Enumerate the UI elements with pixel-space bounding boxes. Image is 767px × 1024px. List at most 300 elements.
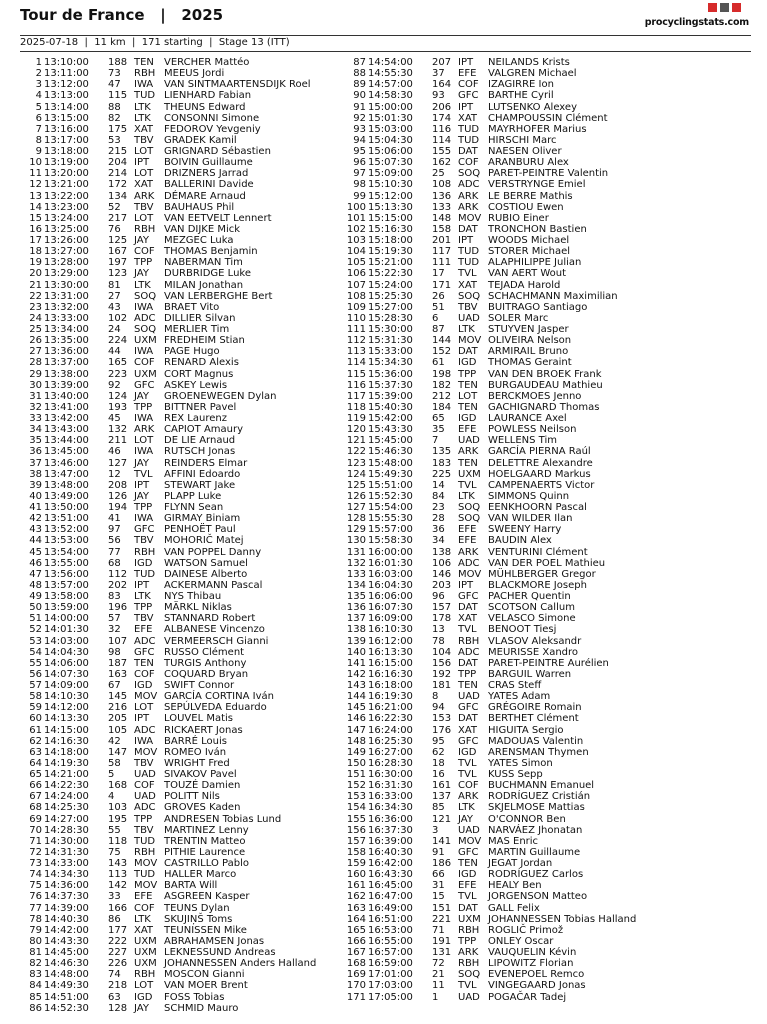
rider-name[interactable]: BLACKMORE Joseph (488, 579, 587, 591)
rider-name[interactable]: THOMAS Geraint (488, 357, 572, 369)
rider-name[interactable]: GIRMAY Biniam (164, 513, 241, 525)
rider-name[interactable]: ALBANESE Vincenzo (164, 624, 265, 636)
rider-name[interactable]: LE BERRE Mathis (488, 190, 573, 202)
rider-name[interactable]: SEPÚLVEDA Eduardo (164, 702, 267, 714)
rider-name[interactable]: DAINESE Alberto (164, 568, 248, 580)
rider-name[interactable]: GARCÍA PIERNA Raúl (488, 446, 591, 458)
rider-name[interactable]: MÜHLBERGER Gregor (488, 568, 596, 580)
start-list-row (20, 725, 340, 736)
bib-number: 124 (108, 390, 128, 402)
rider-name[interactable]: GACHIGNARD Thomas (488, 401, 600, 413)
rider-name[interactable]: GRADEK Kamil (164, 134, 237, 146)
rider-name[interactable]: VAN MOER Brent (164, 980, 248, 992)
start-time: 14:00:00 (44, 613, 89, 625)
rider-name[interactable]: VAN DIJKE Mick (164, 223, 241, 235)
rider-name[interactable]: GRÉGOIRE Romain (488, 702, 582, 714)
rider-name[interactable]: ARANBURU Alex (488, 157, 569, 169)
bib-number: 8 (432, 691, 439, 703)
start-time: 16:04:30 (368, 579, 413, 591)
start-time: 14:57:00 (368, 79, 413, 91)
rider-name[interactable]: VELASCO Simone (488, 613, 576, 625)
rider-name[interactable]: BALLERINI Davide (164, 179, 254, 191)
start-time: 13:52:00 (44, 524, 89, 536)
rider-name[interactable]: MARTINEZ Lenny (164, 824, 249, 836)
rider-name[interactable]: VAN POPPEL Danny (164, 546, 262, 558)
team-code: LTK (458, 802, 475, 814)
team-code: UXM (134, 958, 157, 970)
bib-number: 127 (108, 457, 128, 469)
rider-position: 18 (29, 246, 42, 258)
rider-position: 76 (29, 891, 42, 903)
start-list-row (20, 691, 340, 702)
rider-name[interactable]: YATES Simon (488, 757, 553, 769)
rider-name[interactable]: MÄRKL Niklas (164, 602, 232, 614)
rider-name[interactable]: SOLER Marc (488, 312, 549, 324)
rider-name[interactable]: AFFINI Edoardo (164, 468, 241, 480)
team-code: EFE (458, 880, 477, 892)
rider-name[interactable]: MEZGEC Luka (164, 235, 234, 246)
rider-name[interactable]: VAUQUELIN Kévin (488, 947, 577, 958)
rider-name[interactable]: RUTSCH Jonas (164, 446, 236, 458)
rider-name[interactable]: FREDHEIM Stian (164, 335, 245, 347)
rider-name[interactable]: CORT Magnus (164, 368, 234, 380)
start-list-row (20, 891, 340, 902)
rider-name[interactable]: SKJELMOSE Mattias (488, 802, 585, 814)
rider-name[interactable]: LEKNESSUND Andreas (164, 947, 276, 958)
team-code: IGD (134, 991, 153, 1003)
rider-name[interactable]: NYS Thibau (164, 591, 222, 602)
rider-name[interactable]: CRAS Steff (488, 680, 542, 691)
rider-name[interactable]: FEDOROV Yevgeniy (164, 123, 261, 135)
rider-name[interactable]: TEUNS Dylan (164, 902, 230, 914)
start-list-row (344, 869, 754, 880)
rider-name[interactable]: GALL Felix (488, 902, 540, 914)
rider-name[interactable]: TURGIS Anthony (164, 657, 247, 669)
rider-name[interactable]: JORGENSON Matteo (488, 891, 588, 903)
bib-number: 225 (432, 468, 452, 480)
rider-name[interactable]: TOUZÉ Damien (164, 780, 241, 792)
team-code: TUD (458, 246, 480, 258)
rider-name[interactable]: MARTIN Guillaume (488, 846, 581, 858)
rider-name[interactable]: GROENEWEGEN Dylan (164, 390, 277, 402)
rider-name[interactable]: LIPOWITZ Florian (488, 958, 574, 970)
start-list-row (344, 502, 754, 513)
rider-name[interactable]: SWIFT Connor (164, 680, 235, 691)
start-list-row (344, 858, 754, 869)
start-list-row (344, 213, 754, 224)
team-code: MOV (134, 691, 158, 703)
rider-name[interactable]: ONLEY Oscar (488, 935, 554, 947)
rider-name[interactable]: MEURISSE Xandro (488, 646, 579, 658)
rider-name[interactable]: BARTHE Cyril (488, 90, 554, 102)
rider-name[interactable]: NEILANDS Krists (488, 57, 570, 68)
bib-number: 37 (432, 68, 445, 80)
start-list-row (20, 814, 340, 825)
rider-name[interactable]: LOUVEL Matis (164, 713, 233, 725)
rider-name[interactable]: OLIVEIRA Nelson (488, 335, 572, 347)
rider-name[interactable]: BRAET Vito (164, 301, 220, 313)
rider-position: 17 (29, 235, 42, 246)
team-code: TBV (458, 301, 478, 313)
rider-position: 135 (346, 591, 366, 602)
rider-name[interactable]: VAN WILDER Ilan (488, 513, 573, 525)
rider-position: 151 (346, 769, 366, 780)
rider-position: 83 (29, 969, 42, 981)
rider-name[interactable]: LAURANCE Axel (488, 413, 567, 424)
rider-name[interactable]: PACHER Quentin (488, 591, 571, 602)
start-list-row (20, 947, 340, 958)
start-list-row (344, 758, 754, 769)
rider-name[interactable]: PARET-PEINTRE Aurélien (488, 657, 609, 669)
team-code: TEN (458, 858, 478, 869)
bib-number: 95 (432, 735, 445, 747)
start-list-row (344, 90, 754, 101)
rider-name[interactable]: IZAGIRRE Ion (488, 79, 554, 91)
team-code: COF (134, 780, 155, 792)
rider-position: 22 (29, 290, 42, 302)
rider-name[interactable]: ANDRESEN Tobias Lund (164, 813, 282, 825)
rider-name[interactable]: JEGAT Jordan (488, 858, 553, 869)
rider-name[interactable]: BENOOT Tiesj (488, 624, 557, 636)
start-list-row (344, 157, 754, 168)
rider-name[interactable]: STANNARD Robert (164, 613, 256, 625)
rider-name[interactable]: BUCHMANN Emanuel (488, 780, 595, 792)
rider-name[interactable]: LUTSENKO Alexey (488, 101, 577, 113)
rider-position: 63 (29, 746, 42, 758)
rider-name[interactable]: MEEUS Jordi (164, 68, 225, 80)
team-code: TEN (458, 457, 478, 469)
start-time: 15:01:30 (368, 112, 413, 124)
team-code: TVL (458, 757, 477, 769)
rider-name[interactable]: COQUARD Bryan (164, 668, 249, 680)
team-code: TEN (458, 379, 478, 391)
rider-position: 23 (29, 301, 42, 313)
rider-name[interactable]: VERMEERSCH Gianni (164, 635, 269, 647)
rider-name[interactable]: CHAMPOUSSIN Clément (488, 112, 608, 124)
bib-number: 206 (432, 101, 452, 113)
rider-position: 36 (29, 446, 42, 458)
rider-name[interactable]: PAGE Hugo (164, 346, 220, 358)
rider-name[interactable]: MOSCON Gianni (164, 969, 245, 981)
rider-name[interactable]: JOHANNESSEN Tobias Halland (488, 913, 637, 925)
rider-name[interactable]: GROVES Kaden (164, 802, 241, 814)
rider-name[interactable]: BURGAUDEAU Mathieu (488, 379, 603, 391)
bib-number: 28 (432, 513, 445, 525)
rider-name[interactable]: BOIVIN Guillaume (164, 157, 253, 169)
team-code: DAT (458, 657, 478, 669)
rider-name[interactable]: BITTNER Pavel (164, 401, 237, 413)
rider-name[interactable]: GARCÍA CORTINA Iván (164, 691, 274, 703)
rider-name[interactable]: SCOTSON Callum (488, 602, 575, 614)
rider-name[interactable]: WELLENS Tim (488, 435, 557, 447)
rider-name[interactable]: MERLIER Tim (164, 324, 230, 335)
team-code: IWA (134, 301, 154, 313)
rider-name[interactable]: MADOUAS Valentin (488, 735, 584, 747)
rider-name[interactable]: MILAN Jonathan (164, 279, 244, 291)
team-code: SOQ (134, 290, 157, 302)
bib-number: 155 (432, 146, 452, 157)
rider-name[interactable]: TEJADA Harold (488, 279, 561, 291)
rider-name[interactable]: YATES Adam (488, 691, 551, 703)
rider-position: 65 (29, 769, 42, 780)
start-time: 13:23:00 (44, 201, 89, 213)
rider-name[interactable]: BERCKMOES Jenno (488, 390, 582, 402)
rider-name[interactable]: CAMPENAERTS Victor (488, 479, 595, 491)
rider-position: 141 (346, 657, 366, 669)
start-list-row (344, 535, 754, 546)
rider-name[interactable]: STORER Michael (488, 246, 571, 258)
rider-name[interactable]: VAN AERT Wout (488, 268, 567, 280)
rider-name[interactable]: WATSON Samuel (164, 557, 248, 569)
rider-name[interactable]: HIGUITA Sergio (488, 724, 564, 736)
rider-name[interactable]: DÉMARE Arnaud (164, 190, 246, 202)
start-time: 16:31:30 (368, 780, 413, 792)
bib-number: 214 (108, 168, 128, 180)
rider-name[interactable]: POWLESS Neilson (488, 424, 577, 436)
rider-name[interactable]: VALGREN Michael (488, 68, 577, 80)
rider-name[interactable]: FLYNN Sean (164, 502, 224, 513)
rider-name[interactable]: HEALY Ben (488, 880, 542, 892)
bib-number: 217 (108, 212, 128, 224)
start-time: 13:43:00 (44, 424, 89, 436)
rider-name[interactable]: MOHORIČ Matej (164, 535, 244, 547)
rider-name[interactable]: SIMMONS Quinn (488, 490, 570, 502)
rider-name[interactable]: BAUDIN Alex (488, 535, 552, 547)
team-code: ARK (458, 446, 479, 458)
rider-name[interactable]: DRIZNERS Jarrad (164, 168, 249, 180)
rider-name[interactable]: ROMEO Iván (164, 746, 227, 758)
rider-name[interactable]: O'CONNOR Ben (488, 813, 566, 825)
rider-name[interactable]: NARVÁEZ Jhonatan (488, 824, 583, 836)
rider-name[interactable]: ABRAHAMSEN Jonas (164, 935, 265, 947)
rider-name[interactable]: RUSSO Clément (164, 646, 245, 658)
team-code: UXM (134, 947, 157, 958)
bib-number: 145 (108, 691, 128, 703)
start-time: 15:19:30 (368, 246, 413, 258)
rider-name[interactable]: MAS Enric (488, 835, 539, 847)
rider-name[interactable]: VAN EETVELT Lennert (164, 212, 272, 224)
rider-position: 147 (346, 724, 366, 736)
rider-name[interactable]: REX Laurenz (164, 413, 227, 424)
rider-position: 133 (346, 568, 366, 580)
rider-name[interactable]: BUITRAGO Santiago (488, 301, 588, 313)
start-time: 13:39:00 (44, 379, 89, 391)
rider-name[interactable]: LIENHARD Fabian (164, 90, 252, 102)
team-code: COF (458, 780, 479, 792)
start-list-row (344, 969, 754, 980)
start-list-row (20, 168, 340, 179)
rider-name[interactable]: ARMIRAIL Bruno (488, 346, 569, 358)
team-code: LOT (458, 390, 478, 402)
team-code: DAT (458, 146, 478, 157)
start-time: 14:33:00 (44, 858, 89, 869)
team-code: UAD (134, 791, 156, 803)
rider-name[interactable]: MAYRHOFER Marius (488, 123, 587, 135)
rider-name[interactable]: ARENSMAN Thymen (488, 746, 589, 758)
rider-name[interactable]: HIRSCHI Marc (488, 134, 557, 146)
rider-name[interactable]: DILLIER Silvan (164, 312, 236, 324)
rider-name[interactable]: NABERMAN Tim (164, 257, 243, 269)
start-list-row (344, 980, 754, 991)
rider-name[interactable]: NAESEN Oliver (488, 146, 562, 157)
rider-name[interactable]: WOODS Michael (488, 235, 570, 246)
start-list-row (344, 191, 754, 202)
bib-number: 125 (108, 235, 128, 246)
start-list-row (344, 313, 754, 324)
bib-number: 35 (432, 424, 445, 436)
rider-name[interactable]: RICKAERT Jonas (164, 724, 243, 736)
rider-name[interactable]: WRIGHT Fred (164, 757, 230, 769)
rider-name[interactable]: VERCHER Mattéo (164, 57, 250, 68)
rider-name[interactable]: CAPIOT Amaury (164, 424, 244, 436)
bib-number: 196 (108, 602, 128, 614)
bib-number: 211 (108, 435, 128, 447)
bib-number: 171 (432, 279, 452, 291)
rider-name[interactable]: TEUNISSEN Mike (164, 924, 247, 936)
team-code: LOT (134, 435, 154, 447)
rider-name[interactable]: DELETTRE Alexandre (488, 457, 593, 469)
start-time: 15:25:30 (368, 290, 413, 302)
rider-name[interactable]: JOHANNESSEN Anders Halland (164, 958, 317, 970)
rider-name[interactable]: THEUNS Edward (164, 101, 246, 113)
start-time: 15:43:30 (368, 424, 413, 436)
rider-name[interactable]: GRIGNARD Sébastien (164, 146, 271, 157)
site-logo[interactable] (634, 3, 749, 33)
rider-name[interactable]: BARGUIL Warren (488, 668, 572, 680)
rider-name[interactable]: TRENTIN Matteo (164, 835, 246, 847)
rider-name[interactable]: COSTIOU Ewen (488, 201, 564, 213)
rider-position: 9 (35, 146, 42, 157)
rider-name[interactable]: RUBIO Einer (488, 212, 549, 224)
rider-position: 164 (346, 913, 366, 925)
start-list-row (20, 524, 340, 535)
start-list-row (344, 613, 754, 624)
bib-number: 7 (432, 435, 439, 447)
start-list-row (20, 246, 340, 257)
rider-name[interactable]: HALLER Marco (164, 869, 237, 881)
rider-name[interactable]: VINGEGAARD Jonas (488, 980, 586, 992)
rider-position: 3 (35, 79, 42, 91)
rider-name[interactable]: VENTURINI Clément (488, 546, 588, 558)
team-code: GFC (134, 524, 155, 536)
bib-number: 204 (108, 157, 128, 169)
bib-number: 45 (108, 413, 121, 424)
start-time: 16:03:00 (368, 568, 413, 580)
site-name: procyclingstats.com (644, 17, 749, 28)
rider-name[interactable]: BAUHAUS Phil (164, 201, 235, 213)
rider-position: 117 (346, 390, 366, 402)
start-time: 14:34:30 (44, 869, 89, 881)
rider-name[interactable]: RODRÍGUEZ Cristián (488, 791, 591, 803)
rider-name[interactable]: POLITT Nils (164, 791, 220, 803)
team-code: IWA (134, 513, 154, 525)
rider-name[interactable]: CASTRILLO Pablo (164, 858, 249, 869)
start-time: 14:28:30 (44, 824, 89, 836)
rider-name[interactable]: VAN SINTMAARTENSDIJK Roel (164, 79, 311, 91)
team-code: TBV (134, 613, 154, 625)
rider-name[interactable]: PARET-PEINTRE Valentin (488, 168, 609, 180)
team-code: JAY (134, 268, 149, 280)
team-code: MOV (134, 746, 158, 758)
rider-name[interactable]: THOMAS Benjamin (164, 246, 258, 258)
rider-position: 51 (29, 613, 42, 625)
rider-position: 112 (346, 335, 366, 347)
rider-name[interactable]: POGAČAR Tadej (488, 991, 567, 1003)
rider-name[interactable]: ASKEY Lewis (164, 379, 228, 391)
rider-name[interactable]: FOSS Tobias (164, 991, 225, 1003)
team-code: IWA (134, 413, 154, 424)
start-time: 15:37:30 (368, 379, 413, 391)
rider-name[interactable]: PENHOËT Paul (164, 524, 236, 536)
start-time: 14:54:00 (368, 57, 413, 68)
rider-name[interactable]: STUYVEN Jasper (488, 324, 569, 335)
team-code: GFC (134, 379, 155, 391)
rider-name[interactable]: SCHMID Mauro (164, 1002, 239, 1014)
rider-name[interactable]: BARTA Will (164, 880, 218, 892)
rider-name[interactable]: VAN DEN BROEK Frank (488, 368, 602, 380)
rider-name[interactable]: ACKERMANN Pascal (164, 579, 263, 591)
rider-name[interactable]: SWEENY Harry (488, 524, 562, 536)
rider-name[interactable]: HOELGAARD Markus (488, 468, 591, 480)
start-time: 16:49:00 (368, 902, 413, 914)
rider-name[interactable]: KUSS Sepp (488, 769, 543, 780)
team-code: IWA (134, 735, 154, 747)
rider-name[interactable]: SKUJIŅŠ Toms (164, 913, 233, 925)
bib-number: 6 (432, 312, 439, 324)
rider-name[interactable]: RENARD Alexis (164, 357, 239, 369)
team-code: JAY (134, 490, 149, 502)
start-list-row (20, 869, 340, 880)
start-time: 16:40:30 (368, 846, 413, 858)
rider-name[interactable]: SCHACHMANN Maximilian (488, 290, 618, 302)
start-time: 15:51:00 (368, 479, 413, 491)
rider-position: 159 (346, 858, 366, 869)
rider-name[interactable]: REINDERS Elmar (164, 457, 248, 469)
rider-name[interactable]: ROGLIČ Primož (488, 924, 564, 936)
rider-name[interactable]: DURBRIDGE Luke (164, 268, 251, 280)
rider-name[interactable]: BARRÉ Louis (164, 735, 227, 747)
bib-number: 167 (108, 246, 128, 258)
rider-name[interactable]: DE LIE Arnaud (164, 435, 236, 447)
start-time: 14:10:30 (44, 691, 89, 703)
rider-name[interactable]: CONSONNI Simone (164, 112, 260, 124)
rider-name[interactable]: STEWART Jake (164, 479, 236, 491)
rider-name[interactable]: EENKHOORN Pascal (488, 502, 587, 513)
bib-number: 83 (108, 591, 121, 602)
bib-number: 116 (432, 123, 452, 135)
rider-name[interactable]: PITHIE Laurence (164, 846, 246, 858)
bib-number: 98 (108, 646, 121, 658)
bib-number: 61 (432, 357, 445, 369)
rider-name[interactable]: EVENEPOEL Remco (488, 969, 585, 981)
rider-name[interactable]: ASGREEN Kasper (164, 891, 250, 903)
rider-name[interactable]: TRONCHON Bastien (488, 223, 587, 235)
rider-name[interactable]: RODRÍGUEZ Carlos (488, 869, 584, 881)
rider-name[interactable]: VERSTRYNGE Emiel (488, 179, 586, 191)
bib-number: 108 (432, 179, 452, 191)
rider-name[interactable]: BERTHET Clément (488, 713, 579, 725)
rider-name[interactable]: SIVAKOV Pavel (164, 769, 237, 780)
rider-position: 100 (346, 201, 366, 213)
rider-name[interactable]: VLASOV Aleksandr (488, 635, 582, 647)
rider-name[interactable]: PLAPP Luke (164, 490, 222, 502)
start-list-row (344, 636, 754, 647)
rider-name[interactable]: VAN LERBERGHE Bert (164, 290, 273, 302)
start-list-row (20, 758, 340, 769)
rider-name[interactable]: VAN DER POEL Mathieu (488, 557, 606, 569)
team-code: LOT (134, 146, 154, 157)
rider-name[interactable]: ALAPHILIPPE Julian (488, 257, 582, 269)
